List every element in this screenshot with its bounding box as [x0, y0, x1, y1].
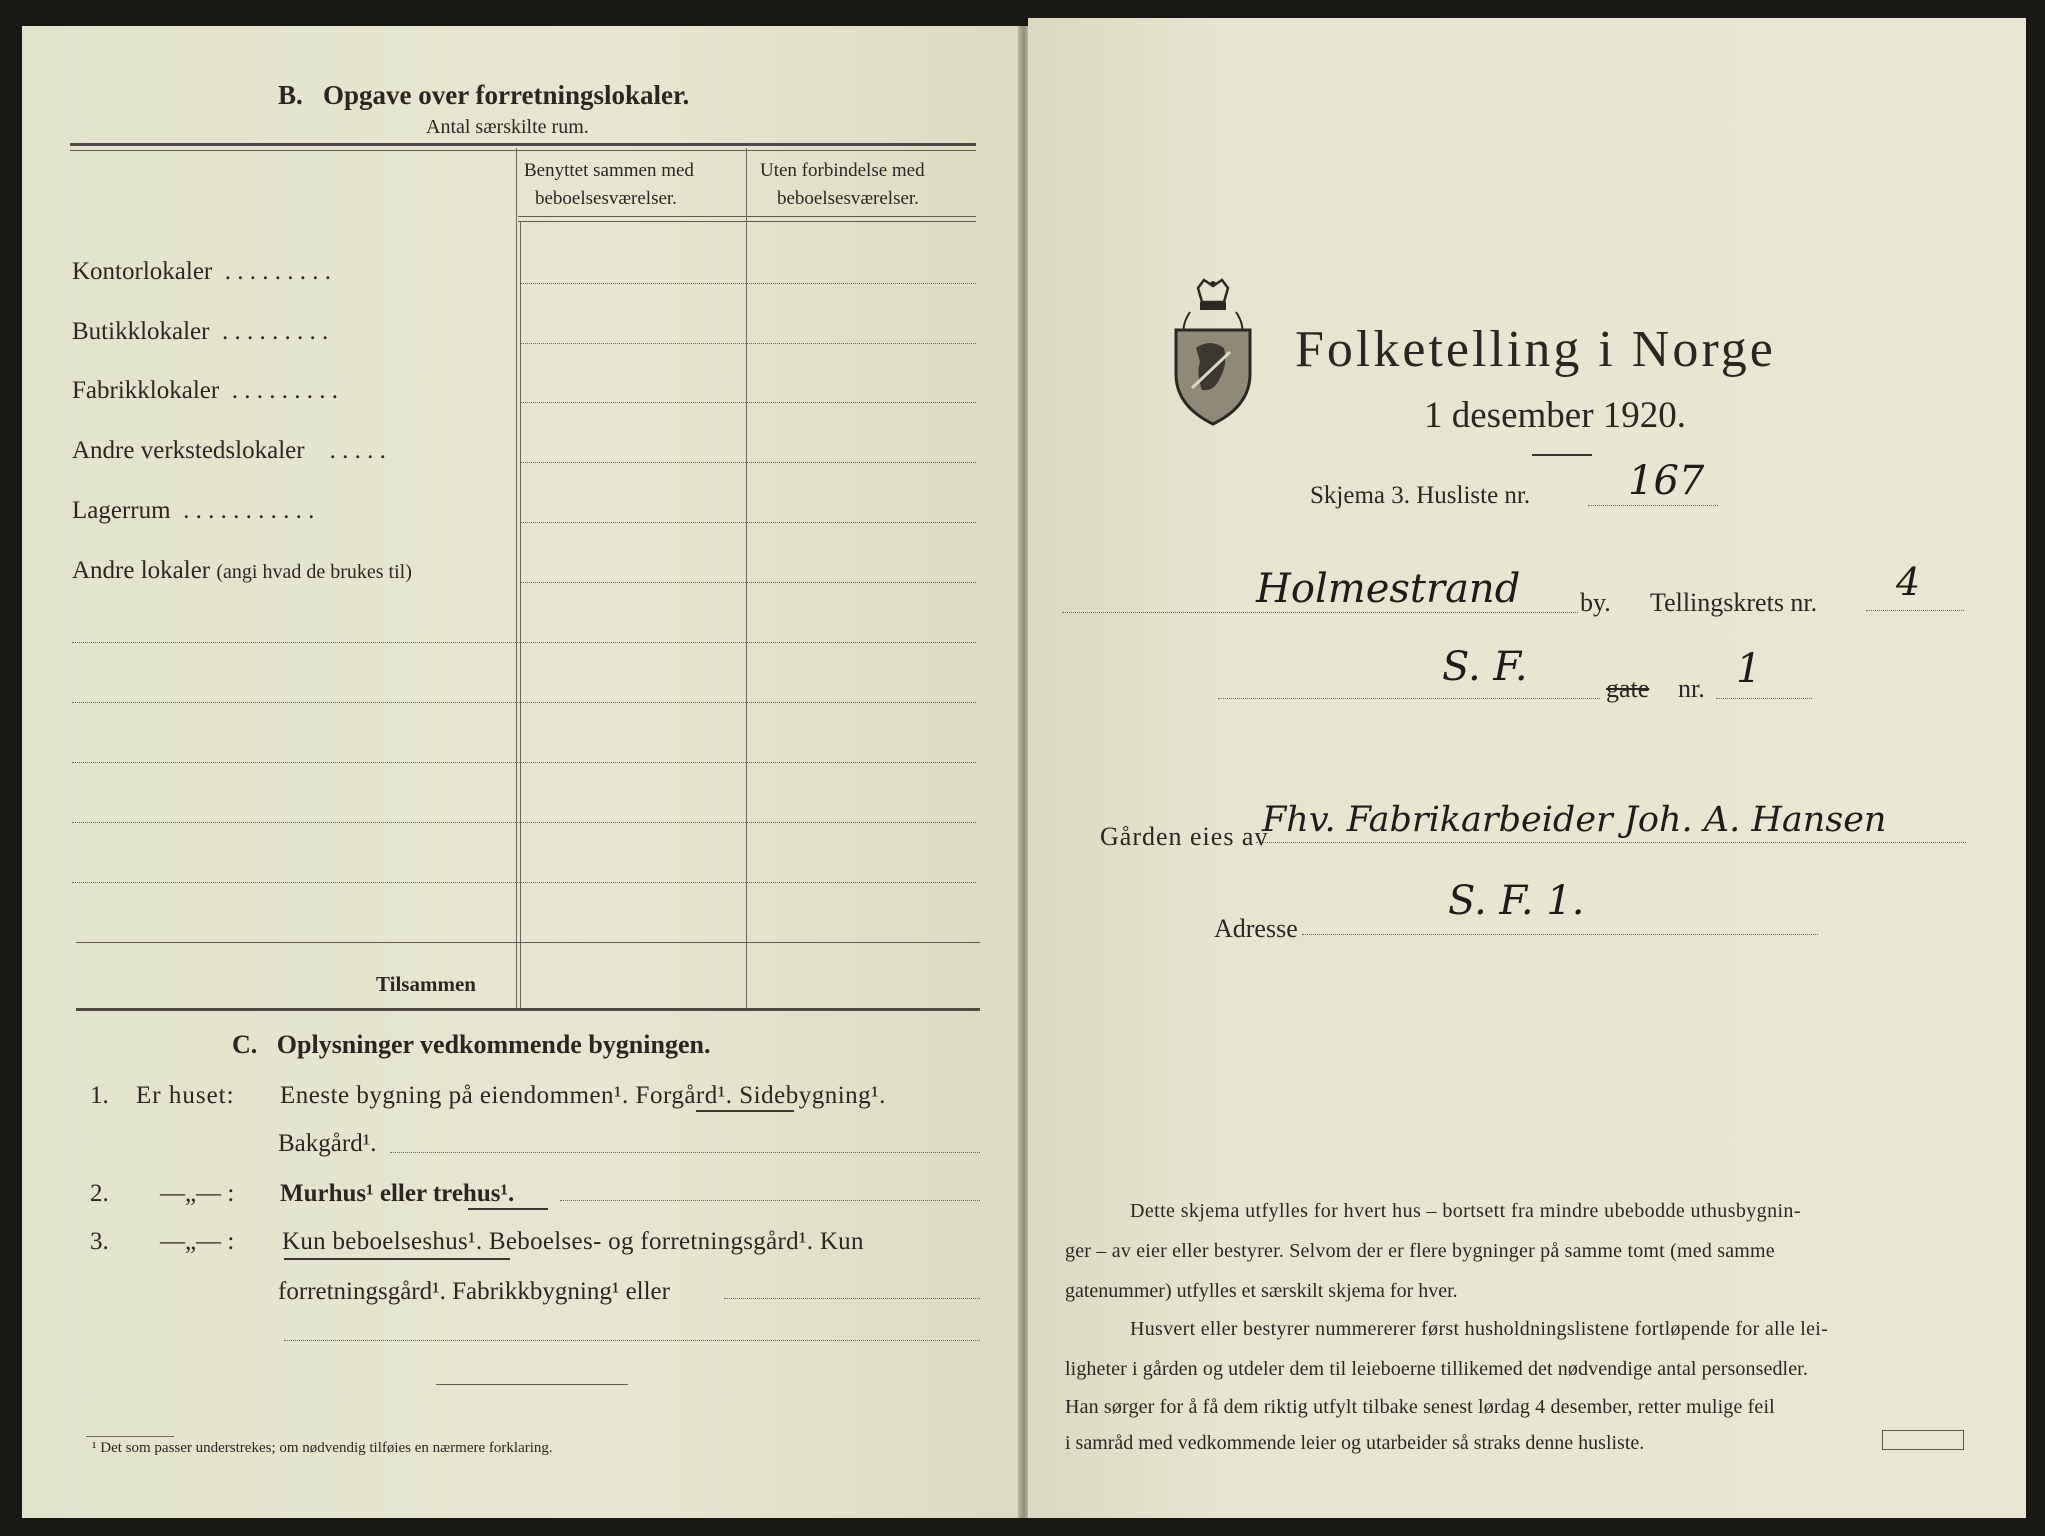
row-kontorlokaler	[72, 258, 331, 286]
city-fill-line	[1062, 612, 1578, 613]
gate-label: gate	[1606, 674, 1650, 703]
col1-header-line2: beboelsesværelser.	[535, 188, 677, 209]
row-line	[72, 882, 976, 883]
address-label: Adresse	[1214, 914, 1298, 943]
row-line	[72, 642, 976, 643]
instructions-p2-line4: i samråd med vedkommende leier og utarbeider så straks denne husliste.	[1065, 1432, 1645, 1454]
tellingskrets-number: 4	[1896, 560, 1921, 604]
instructions-p1-line1: Dette skjema utfylles for hvert hus – bortsett fra mindre ubebodde uthusbygnin-	[1130, 1200, 1801, 1222]
street-fill-line	[1218, 698, 1600, 699]
row-lagerrum	[72, 497, 314, 525]
row-dots: . . . . . . . . . . .	[183, 497, 315, 524]
table-top-rule	[70, 143, 976, 146]
q2-number: 2.	[90, 1180, 109, 1207]
q3-text: Kun beboelseshus¹. Beboelses- og forretningsgård¹. Kun	[282, 1228, 864, 1255]
q1-text: Eneste bygning på eiendommen¹. Forgård¹. Sidebygning¹.	[280, 1082, 886, 1109]
city-name: Holmestrand	[1256, 566, 1521, 612]
beboelseshus-underline	[284, 1258, 510, 1260]
row-hint: (angi hvad de brukes til)	[216, 561, 412, 583]
forgard-underline	[696, 1110, 794, 1112]
q1-label: Er huset:	[136, 1082, 235, 1109]
q2-text: Murhus¹ eller trehus¹.	[280, 1180, 515, 1207]
row-andre-lokaler	[72, 557, 412, 585]
section-b-prefix: B.	[278, 80, 303, 110]
instructions-p2-line2: ligheter i gården og utdeler dem til leieboerne tillikemed det nødvendige antal personsedler.	[1065, 1358, 1808, 1380]
section-c-title: Oplysninger vedkommende bygningen.	[276, 1030, 711, 1059]
section-b-title: Opgave over forretningslokaler.	[323, 80, 690, 110]
tellingskrets-label: Tellingskrets nr.	[1650, 588, 1818, 617]
gate-nr-label: nr.	[1678, 674, 1705, 703]
q3-fill-line	[724, 1298, 980, 1299]
section-c-prefix: C.	[232, 1030, 258, 1059]
row-dots: . . . . .	[329, 437, 386, 464]
trehus-underline	[468, 1208, 548, 1210]
total-top-rule	[76, 942, 980, 943]
footnote: ¹ Det som passer understrekes; om nødvendig tilføies en nærmere forklaring.	[92, 1440, 553, 1456]
form-title: Folketelling i Norge	[1295, 321, 1776, 378]
col-divider-2	[746, 148, 747, 1008]
row-fabrikklokaler	[72, 377, 338, 405]
q3-number: 3.	[90, 1228, 109, 1255]
section-b-heading	[278, 80, 689, 111]
owner-name: Fhv. Fabrikarbeider Joh. A. Hansen	[1262, 800, 1887, 840]
row-andre-verkstedslokaler	[72, 437, 386, 465]
row-label: Lagerrum	[72, 497, 171, 524]
section-b-subtitle: Antal særskilte rum.	[426, 116, 589, 138]
footnote-rule	[86, 1436, 174, 1437]
row-line	[72, 822, 976, 823]
q2-label: —„— :	[160, 1180, 235, 1207]
header-bottom-rule-2	[518, 221, 976, 222]
header-bottom-rule	[518, 216, 976, 217]
col1-header-line1: Benyttet sammen med	[524, 160, 694, 181]
row-dots: . . . . . . . . .	[224, 258, 331, 285]
printer-stamp	[1882, 1430, 1964, 1450]
schema-label: Skjema 3. Husliste nr.	[1310, 482, 1531, 509]
gate-number: 1	[1736, 646, 1762, 692]
row-line	[520, 283, 976, 284]
row-line	[520, 582, 976, 583]
section-c-heading	[232, 1030, 710, 1060]
q3-label: —„— :	[160, 1228, 235, 1255]
title-divider	[1532, 454, 1592, 456]
q1-number: 1.	[90, 1082, 109, 1109]
gate-nr-fill-line	[1716, 698, 1812, 699]
owner-label: Gården eies av	[1100, 822, 1269, 851]
row-line	[520, 462, 976, 463]
instructions-p1-line3: gatenummer) utfylles et særskilt skjema for hver.	[1065, 1280, 1458, 1302]
row-line	[520, 522, 976, 523]
street-name: S. F.	[1442, 644, 1528, 690]
row-line	[72, 762, 976, 763]
col-divider-1	[516, 148, 517, 1008]
address-fill-line	[1302, 934, 1818, 935]
table-top-rule-thin	[70, 150, 976, 151]
col2-header-line2: beboelsesværelser.	[777, 188, 919, 209]
instructions-p2-line1: Husvert eller bestyrer nummererer først husholdningslistene fortløpende for alle lei-	[1130, 1318, 1829, 1340]
by-label: by.	[1580, 588, 1611, 617]
section-end-rule	[436, 1384, 628, 1385]
owner-fill-line	[1256, 842, 1966, 843]
address-value: S. F. 1.	[1448, 878, 1585, 924]
row-butikklokaler	[72, 318, 328, 346]
q3-fill-line-2	[284, 1340, 980, 1341]
q3-text-line2: forretningsgård¹. Fabrikkbygning¹ eller	[278, 1278, 670, 1305]
row-line	[520, 343, 976, 344]
total-label: Tilsammen	[376, 972, 476, 996]
total-bottom-rule	[76, 1008, 980, 1011]
row-label: Butikklokaler	[72, 318, 210, 345]
instructions-p2-line3: Han sørger for å få dem riktig utfylt tilbake senest lørdag 4 desember, retter mulige feil	[1065, 1396, 1775, 1418]
row-label: Kontorlokaler	[72, 258, 213, 285]
row-line	[72, 702, 976, 703]
instructions-p1-line2: ger – av eier eller bestyrer. Selvom der er flere bygninger på samme tomt (med samme	[1065, 1240, 1775, 1262]
census-date: 1 desember 1920.	[1424, 395, 1687, 436]
row-dots: . . . . . . . . .	[231, 377, 338, 404]
coat-of-arms-icon	[1170, 278, 1256, 426]
col-divider-1b	[520, 222, 521, 1008]
tellingskrets-fill-line	[1866, 610, 1964, 611]
q1-text-line2: Bakgård¹.	[278, 1130, 377, 1157]
q1-fill-line	[390, 1152, 980, 1153]
col2-header-line1: Uten forbindelse med	[760, 160, 925, 181]
husliste-number: 167	[1628, 458, 1705, 504]
husliste-fill-line	[1588, 505, 1718, 506]
q2-fill-line	[560, 1200, 980, 1201]
row-label: Andre verkstedslokaler	[72, 437, 305, 464]
row-label: Andre lokaler	[72, 557, 211, 584]
row-label: Fabrikklokaler	[72, 377, 220, 404]
row-dots: . . . . . . . . .	[221, 318, 329, 345]
row-line	[520, 402, 976, 403]
